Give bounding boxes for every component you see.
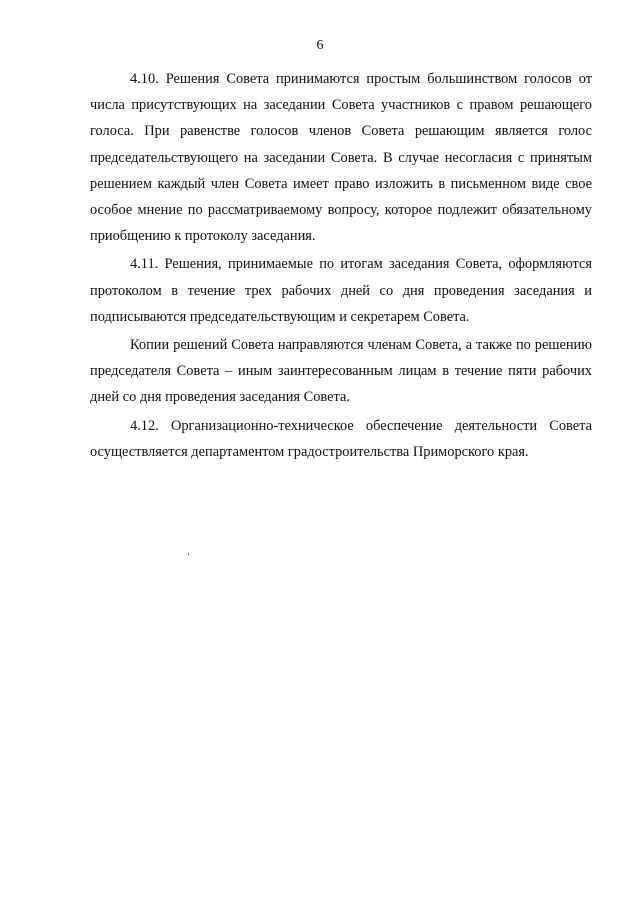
page-number: 6 xyxy=(316,38,324,53)
paragraph-4-10: 4.10. Решения Совета принимаются простым большинством голосов от числа присутствующих на заседании Совета участников с правом решающего голоса. При равенстве голосов членов Совета решающим является голос председательствующего на заседании Совета. В случае несогласия с принятым решением каждый член Совета имеет право изложить в письменном виде свое особое мнение по рассматриваемому вопросу, которое подлежит обязательному приобщению к протоколу заседания. xyxy=(90,71,592,245)
paragraph-4-11: 4.11. Решения, принимаемые по итогам заседания Совета, оформляются протоколом в течение трех рабочих дней со дня проведения заседания и подписываются председательствующим и секретарем Совета. xyxy=(90,256,592,325)
document-body xyxy=(90,66,592,465)
scan-speck xyxy=(188,553,189,555)
paragraph-copies-of-decisions: Копии решений Совета направляются членам Совета, а также по решению председателя Совета – иным заинтересованным лицам в течение пяти рабочих дней со дня проведения заседания Совета. xyxy=(90,337,592,406)
paragraph-4-12: 4.12. Организационно-техническое обеспечение деятельности Совета осуществляется департаментом градостроительства Приморского края. xyxy=(90,417,592,460)
